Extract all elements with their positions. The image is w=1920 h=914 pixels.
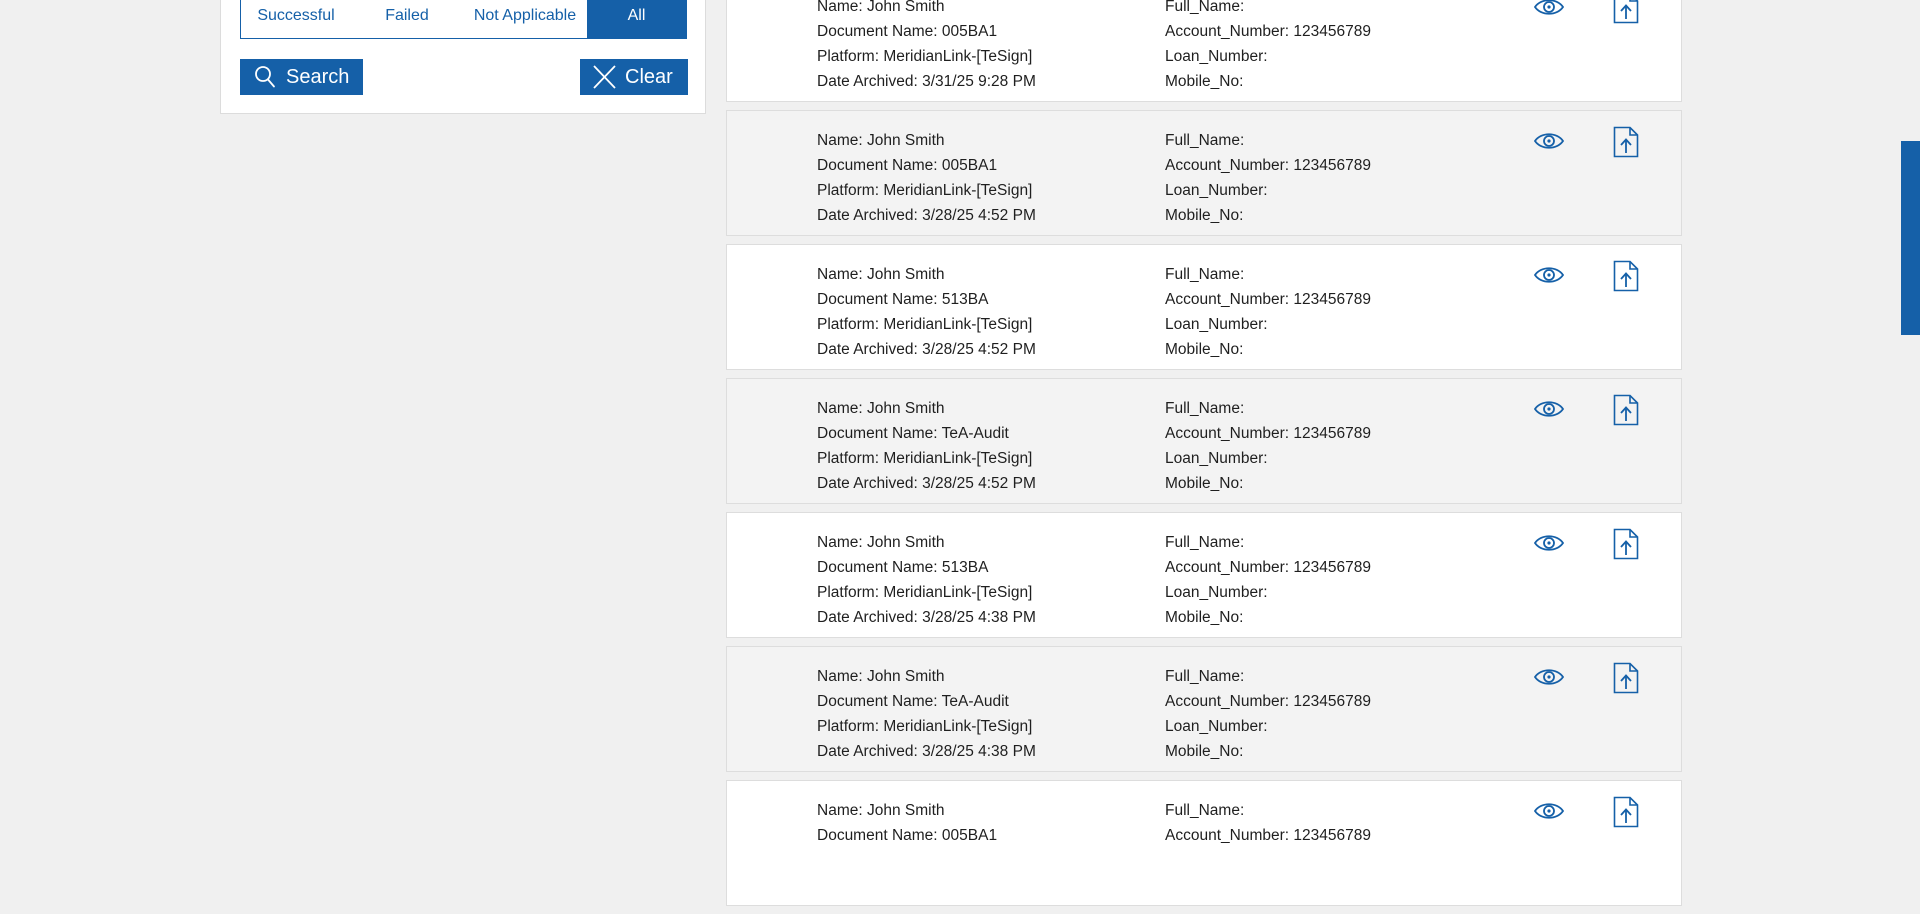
record-details-left	[817, 128, 1036, 228]
archive-record-card	[726, 110, 1682, 236]
record-document-name: Document Name: TeA-Audit	[817, 425, 1009, 442]
record-platform: Platform: MeridianLink-[TeSign]	[817, 316, 1033, 333]
eye-icon[interactable]	[1533, 0, 1565, 23]
search-button[interactable]	[240, 59, 363, 95]
record-details-right	[1165, 262, 1371, 362]
record-name: Name: John Smith	[817, 668, 945, 685]
search-button-label: Search	[286, 65, 350, 88]
record-date-archived: Date Archived: 3/28/25 4:52 PM	[817, 207, 1036, 224]
record-details-right	[1165, 396, 1371, 496]
record-mobile-no: Mobile_No:	[1165, 73, 1244, 90]
record-full-name: Full_Name:	[1165, 0, 1245, 15]
record-details-left	[817, 396, 1036, 496]
record-document-name: Document Name: 513BA	[817, 291, 989, 308]
record-loan-number: Loan_Number:	[1165, 450, 1268, 467]
scroll-indicator[interactable]	[1901, 141, 1920, 335]
record-loan-number: Loan_Number:	[1165, 182, 1268, 199]
record-details-right	[1165, 664, 1371, 764]
status-option-successful[interactable]: Successful	[257, 6, 335, 24]
record-date-archived	[817, 873, 997, 898]
archive-record-card	[726, 378, 1682, 504]
record-details-right	[1165, 798, 1371, 898]
record-date-archived: Date Archived: 3/28/25 4:38 PM	[817, 609, 1036, 626]
file-upload-icon[interactable]	[1613, 394, 1639, 431]
record-details-left	[817, 530, 1036, 630]
eye-icon[interactable]	[1533, 398, 1565, 425]
record-full-name: Full_Name:	[1165, 534, 1245, 551]
record-platform: Platform: MeridianLink-[TeSign]	[817, 718, 1033, 735]
close-icon	[592, 65, 616, 89]
search-icon	[254, 65, 276, 89]
record-account-number: Account_Number: 123456789	[1165, 291, 1371, 308]
record-full-name: Full_Name:	[1165, 802, 1245, 819]
record-account-number: Account_Number: 123456789	[1165, 425, 1371, 442]
eye-icon[interactable]	[1533, 532, 1565, 559]
file-upload-icon[interactable]	[1613, 260, 1639, 297]
record-details-right	[1165, 530, 1371, 630]
record-account-number: Account_Number: 123456789	[1165, 693, 1371, 710]
record-mobile-no: Mobile_No:	[1165, 207, 1244, 224]
file-upload-icon[interactable]	[1613, 126, 1639, 163]
eye-icon[interactable]	[1533, 666, 1565, 693]
record-details-left	[817, 798, 997, 898]
record-details-right	[1165, 128, 1371, 228]
record-full-name: Full_Name:	[1165, 400, 1245, 417]
record-mobile-no: Mobile_No:	[1165, 341, 1244, 358]
clear-button[interactable]	[580, 59, 688, 95]
record-date-archived: Date Archived: 3/28/25 4:52 PM	[817, 341, 1036, 358]
archive-results-list	[726, 0, 1682, 914]
status-option-all[interactable]: All	[587, 0, 686, 38]
record-loan-number: Loan_Number:	[1165, 316, 1268, 333]
record-date-archived: Date Archived: 3/28/25 4:52 PM	[817, 475, 1036, 492]
record-loan-number: Loan_Number:	[1165, 718, 1268, 735]
record-full-name: Full_Name:	[1165, 668, 1245, 685]
record-details-left	[817, 0, 1036, 94]
record-mobile-no	[1165, 873, 1371, 898]
record-mobile-no: Mobile_No:	[1165, 743, 1244, 760]
archive-record-card	[726, 780, 1682, 906]
record-full-name: Full_Name:	[1165, 266, 1245, 283]
record-account-number: Account_Number: 123456789	[1165, 559, 1371, 576]
eye-icon[interactable]	[1533, 130, 1565, 157]
file-upload-icon[interactable]	[1613, 796, 1639, 833]
record-name: Name: John Smith	[817, 802, 945, 819]
record-document-name: Document Name: 513BA	[817, 559, 989, 576]
archive-record-card	[726, 512, 1682, 638]
eye-icon[interactable]	[1533, 800, 1565, 827]
record-name: Name: John Smith	[817, 0, 945, 15]
record-account-number: Account_Number: 123456789	[1165, 827, 1371, 844]
record-document-name: Document Name: 005BA1	[817, 827, 998, 844]
record-platform	[817, 848, 997, 873]
clear-button-label: Clear	[625, 65, 673, 88]
archive-record-card	[726, 646, 1682, 772]
filter-panel	[220, 0, 706, 114]
record-name: Name: John Smith	[817, 266, 945, 283]
archive-record-card	[726, 244, 1682, 370]
status-option-not-applicable[interactable]: Not Applicable	[473, 6, 577, 24]
record-mobile-no: Mobile_No:	[1165, 475, 1244, 492]
record-name: Name: John Smith	[817, 534, 945, 551]
record-details-right	[1165, 0, 1371, 94]
file-upload-icon[interactable]	[1613, 662, 1639, 699]
file-upload-icon[interactable]	[1613, 528, 1639, 565]
record-document-name: Document Name: 005BA1	[817, 23, 998, 40]
record-platform: Platform: MeridianLink-[TeSign]	[817, 584, 1033, 601]
record-full-name: Full_Name:	[1165, 132, 1245, 149]
status-filter	[240, 0, 687, 39]
record-platform: Platform: MeridianLink-[TeSign]	[817, 182, 1033, 199]
record-loan-number: Loan_Number:	[1165, 584, 1268, 601]
record-loan-number	[1165, 848, 1371, 873]
record-date-archived: Date Archived: 3/28/25 4:38 PM	[817, 743, 1036, 760]
record-platform: Platform: MeridianLink-[TeSign]	[817, 48, 1033, 65]
record-account-number: Account_Number: 123456789	[1165, 23, 1371, 40]
record-platform: Platform: MeridianLink-[TeSign]	[817, 450, 1033, 467]
record-loan-number: Loan_Number:	[1165, 48, 1268, 65]
record-name: Name: John Smith	[817, 132, 945, 149]
record-details-left	[817, 262, 1036, 362]
record-date-archived: Date Archived: 3/31/25 9:28 PM	[817, 73, 1036, 90]
record-name: Name: John Smith	[817, 400, 945, 417]
eye-icon[interactable]	[1533, 264, 1565, 291]
status-option-failed[interactable]: Failed	[385, 6, 429, 24]
archive-record-card	[726, 0, 1682, 102]
record-account-number: Account_Number: 123456789	[1165, 157, 1371, 174]
record-mobile-no: Mobile_No:	[1165, 609, 1244, 626]
file-upload-icon[interactable]	[1613, 0, 1639, 29]
record-document-name: Document Name: 005BA1	[817, 157, 998, 174]
record-document-name: Document Name: TeA-Audit	[817, 693, 1009, 710]
record-details-left	[817, 664, 1036, 764]
